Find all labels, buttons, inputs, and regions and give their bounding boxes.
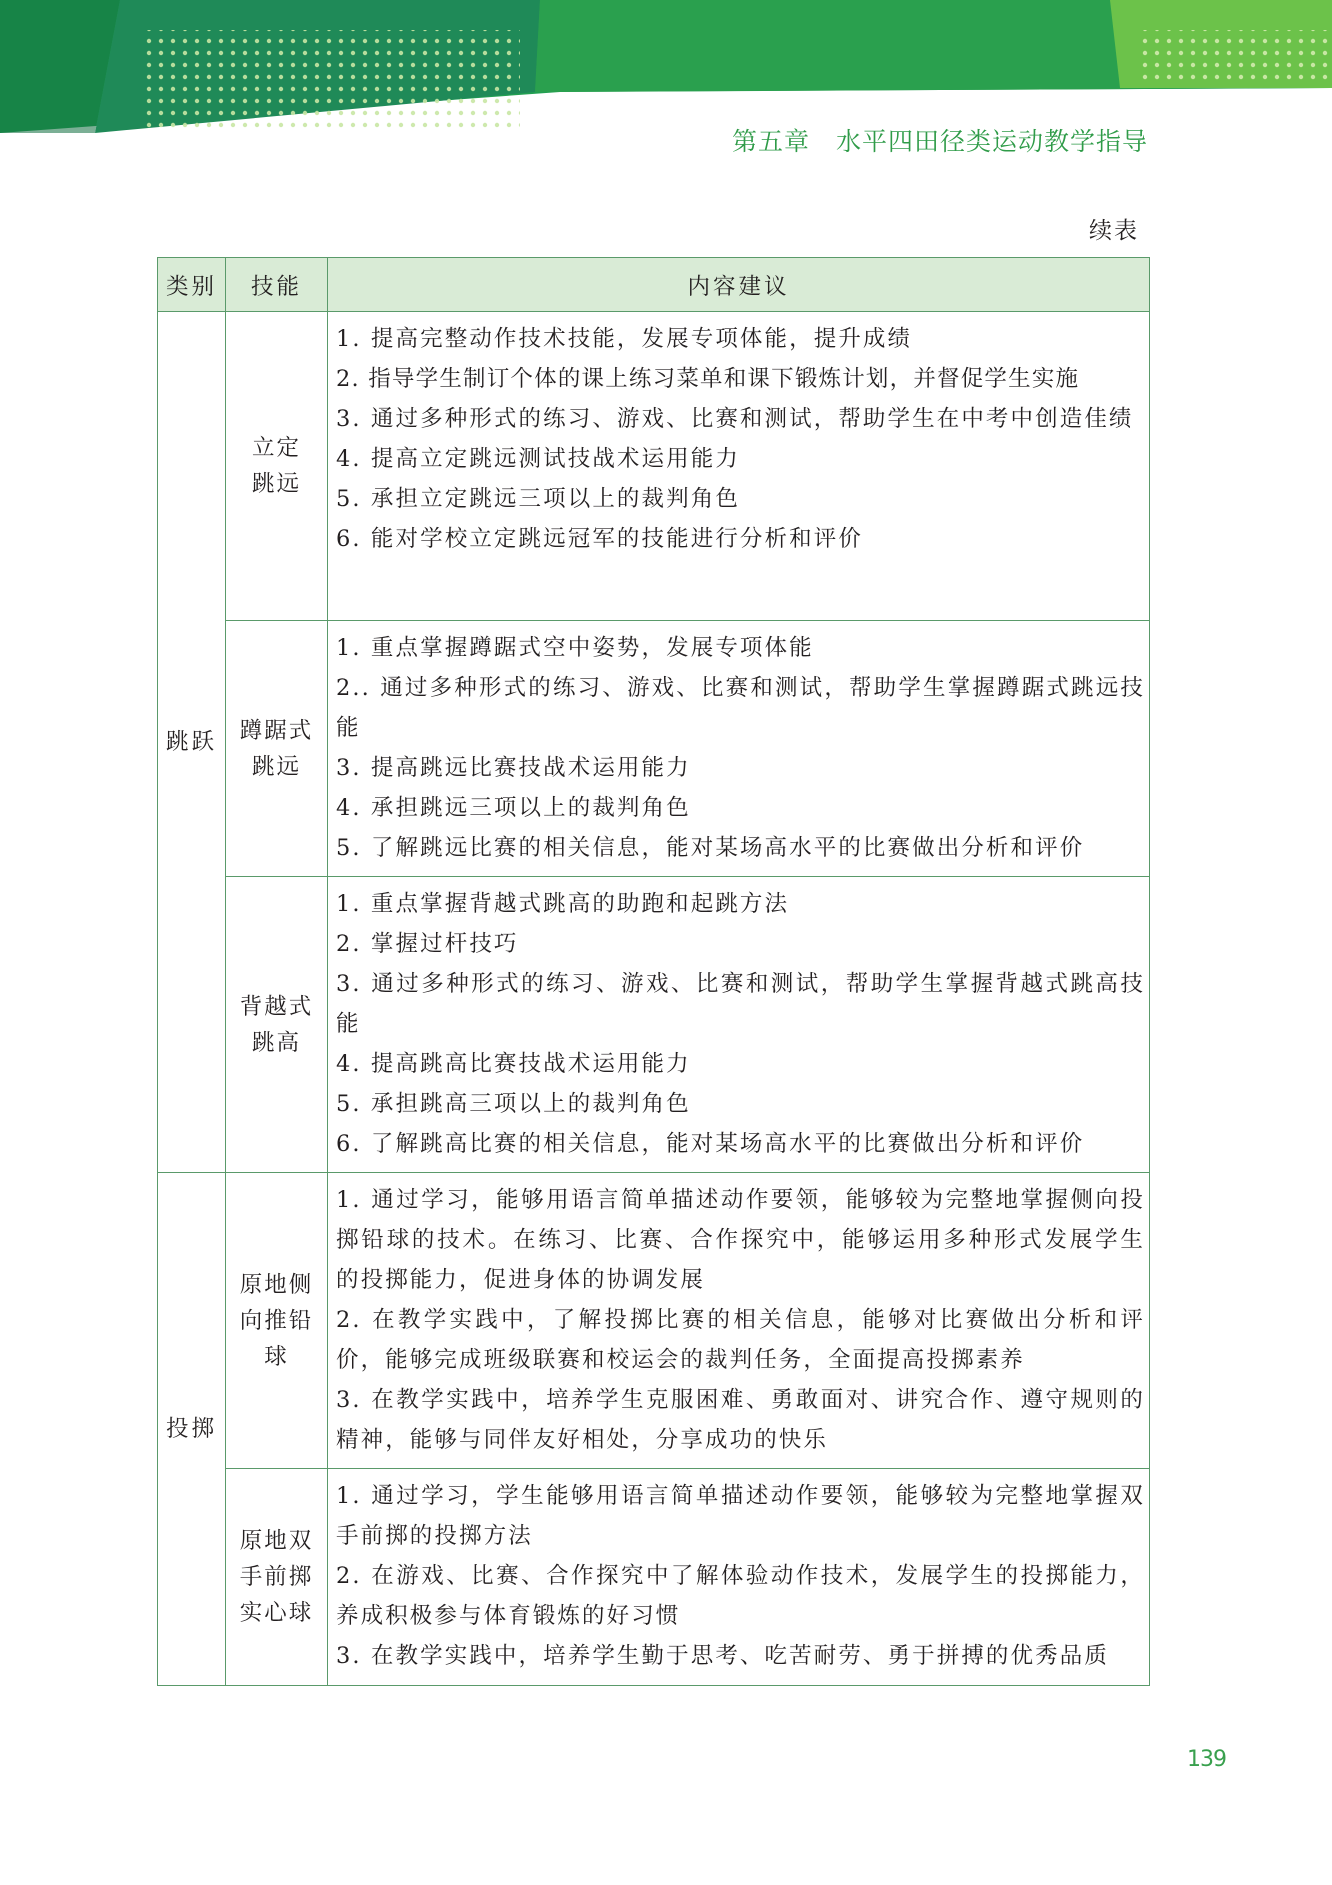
content-cell (328, 1173, 1150, 1469)
list-item: 6. 能对学校立定跳远冠军的技能进行分析和评价 (336, 526, 863, 552)
list-item: 2. 指导学生制订个体的课上练习菜单和课下锻炼计划，并督促学生实施 (336, 366, 1080, 392)
list-item: 5. 承担立定跳远三项以上的裁判角色 (336, 486, 740, 512)
table-row (158, 312, 1150, 621)
table-row (158, 877, 1150, 1173)
list-item: 3. 通过多种形式的练习、游戏、比赛和测试，帮助学生掌握背越式跳高技能 (336, 971, 1145, 1037)
content-cell (328, 1469, 1150, 1686)
column-header-content: 内容建议 (328, 258, 1150, 312)
table-header-row (158, 258, 1150, 312)
category-cell: 跳跃 (158, 312, 226, 1173)
continued-table-label: 续表 (1089, 218, 1139, 244)
list-item: 1. 重点掌握背越式跳高的助跑和起跳方法 (336, 891, 790, 917)
table-row (158, 621, 1150, 877)
list-item: 4. 承担跳远三项以上的裁判角色 (336, 795, 691, 821)
skill-cell: 立定跳远 (226, 312, 328, 621)
skill-cell: 蹲踞式跳远 (226, 621, 328, 877)
header-banner (0, 0, 1332, 135)
skill-cell: 原地双手前掷实心球 (226, 1469, 328, 1686)
list-item: 2. 在教学实践中，了解投掷比赛的相关信息，能够对比赛做出分析和评价，能够完成班级联赛和校运会的裁判任务，全面提高投掷素养 (336, 1307, 1145, 1373)
skill-cell: 原地侧向推铅球 (226, 1173, 328, 1469)
list-item: 6. 了解跳高比赛的相关信息，能对某场高水平的比赛做出分析和评价 (336, 1131, 1085, 1157)
list-item: 1. 通过学习，学生能够用语言简单描述动作要领，能够较为完整地掌握双手前掷的投掷方法 (336, 1483, 1145, 1549)
list-item: 4. 提高跳高比赛技战术运用能力 (336, 1051, 691, 1077)
table-row (158, 1469, 1150, 1686)
table-row (158, 1173, 1150, 1469)
list-item: 2. 掌握过杆技巧 (336, 931, 519, 957)
list-item: 1. 提高完整动作技术技能，发展专项体能，提升成绩 (336, 326, 913, 352)
content-cell (328, 312, 1150, 621)
content-table (157, 257, 1150, 1686)
page-number: 139 (1187, 1747, 1226, 1772)
chapter-title: 第五章 水平四田径类运动教学指导 (731, 127, 1148, 156)
list-item: 2.. 通过多种形式的练习、游戏、比赛和测试，帮助学生掌握蹲踞式跳远技能 (336, 675, 1145, 741)
list-item: 1. 通过学习，能够用语言简单描述动作要领，能够较为完整地掌握侧向投掷铅球的技术。在练习、比赛、合作探究中，能够运用多种形式发展学生的投掷能力，促进身体的协调发展 (336, 1187, 1145, 1293)
list-item: 3. 在教学实践中，培养学生勤于思考、吃苦耐劳、勇于拼搏的优秀品质 (336, 1643, 1109, 1669)
list-item: 3. 提高跳远比赛技战术运用能力 (336, 755, 691, 781)
list-item: 3. 通过多种形式的练习、游戏、比赛和测试，帮助学生在中考中创造佳绩 (336, 406, 1134, 432)
list-item: 2. 在游戏、比赛、合作探究中了解体验动作技术，发展学生的投掷能力，养成积极参与体育锻炼的好习惯 (336, 1563, 1145, 1629)
list-item: 3. 在教学实践中，培养学生克服困难、勇敢面对、讲究合作、遵守规则的精神，能够与同伴友好相处，分享成功的快乐 (336, 1387, 1145, 1453)
list-item: 5. 承担跳高三项以上的裁判角色 (336, 1091, 691, 1117)
skill-cell: 背越式跳高 (226, 877, 328, 1173)
category-cell: 投掷 (158, 1173, 226, 1686)
list-item: 5. 了解跳远比赛的相关信息，能对某场高水平的比赛做出分析和评价 (336, 835, 1085, 861)
column-header-skill: 技能 (226, 258, 328, 312)
column-header-category: 类别 (158, 258, 226, 312)
list-item: 1. 重点掌握蹲踞式空中姿势，发展专项体能 (336, 635, 814, 661)
content-cell (328, 621, 1150, 877)
content-cell (328, 877, 1150, 1173)
list-item: 4. 提高立定跳远测试技战术运用能力 (336, 446, 740, 472)
